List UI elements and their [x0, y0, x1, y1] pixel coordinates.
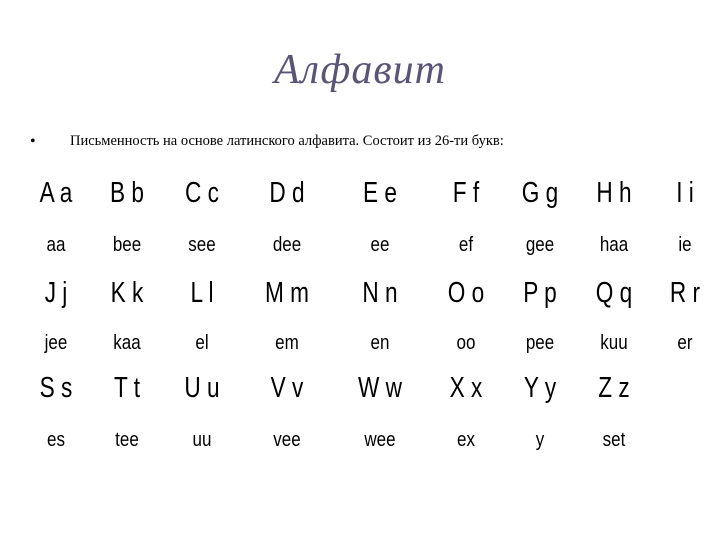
letter-name: uu [192, 429, 212, 451]
letter-name: es [47, 429, 65, 451]
letter-pair: K k [110, 277, 144, 309]
letter-name: em [275, 332, 299, 354]
letter-name: ef [458, 234, 474, 256]
letter-pair: W w [358, 372, 402, 404]
letter-name: dee [272, 234, 302, 256]
letter-pair: J j [44, 277, 68, 309]
letter-name: ee [370, 234, 390, 256]
letter-pair: N n [362, 277, 398, 309]
letter-name: bee [112, 234, 142, 256]
letter-name: aa [46, 234, 66, 256]
letter-pair: D d [269, 177, 305, 209]
letter-pair: A a [39, 177, 73, 209]
letter-pair: C c [185, 177, 219, 209]
letter-pair: M m [265, 277, 309, 309]
bullet-text: Письменность на основе латинского алфавита. Состоит из 26-ти букв: [70, 133, 504, 149]
letter-pair: G g [521, 177, 559, 209]
letter-name: ie [678, 234, 692, 256]
letter-name: see [188, 234, 216, 256]
letter-name: kuu [600, 332, 628, 354]
letter-name: wee [364, 429, 396, 451]
letter-pair: Z z [598, 372, 630, 404]
letter-pair: V v [270, 372, 304, 404]
letter-pair: X x [449, 372, 483, 404]
letter-pair: S s [39, 372, 73, 404]
letter-pair: Q q [595, 277, 633, 309]
letter-pair: P p [523, 277, 557, 309]
letter-name: er [677, 332, 693, 354]
letter-name: pee [525, 332, 555, 354]
letter-pair: I i [676, 177, 694, 209]
letter-pair: Y y [523, 372, 557, 404]
bullet-dot-icon: • [30, 133, 36, 150]
letter-name: set [602, 429, 626, 451]
letter-name: gee [525, 234, 555, 256]
letter-pair: O o [447, 277, 485, 309]
letter-name: ex [457, 429, 475, 451]
letter-name: vee [273, 429, 301, 451]
letter-pair: T t [114, 372, 140, 404]
letter-pair: R r [669, 277, 701, 309]
letter-name: tee [115, 429, 139, 451]
letter-name: haa [599, 234, 629, 256]
letter-name: oo [456, 332, 476, 354]
letter-name: y [535, 429, 545, 451]
letter-pair: F f [452, 177, 480, 209]
letter-name: kaa [113, 332, 141, 354]
slide-title: Алфавит [274, 47, 446, 93]
letter-name: jee [44, 332, 68, 354]
letter-pair: H h [596, 177, 632, 209]
letter-name: el [195, 332, 209, 354]
letter-pair: E e [363, 177, 397, 209]
letter-pair: L l [190, 277, 214, 309]
letter-pair: U u [184, 372, 220, 404]
letter-name: en [370, 332, 390, 354]
letter-pair: B b [110, 177, 144, 209]
